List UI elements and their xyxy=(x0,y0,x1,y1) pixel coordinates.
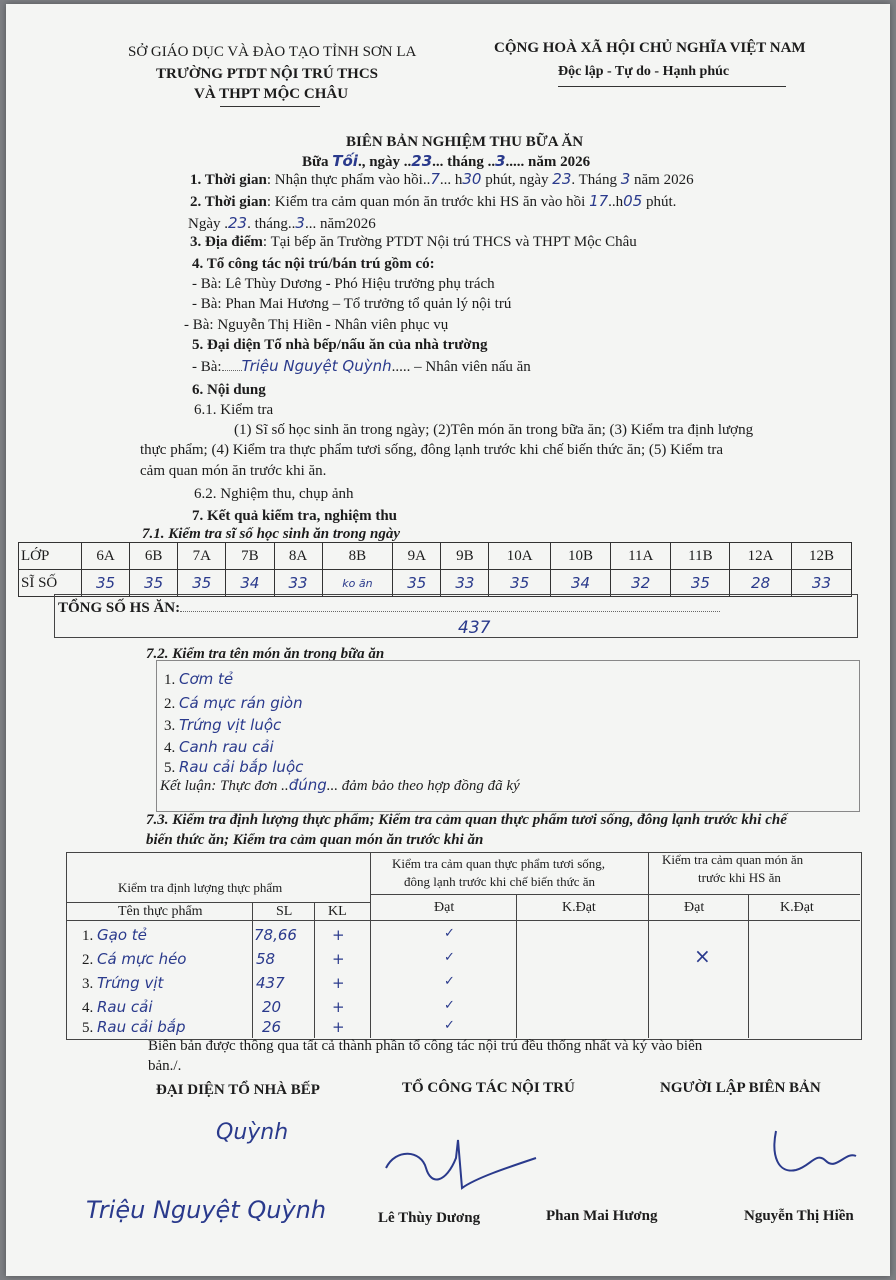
header-school: TRƯỜNG PTDT NỘI TRÚ THCS xyxy=(156,66,378,82)
class-cell: 7A xyxy=(178,543,226,570)
count-header: SĨ SỐ xyxy=(19,570,82,597)
item-6-label: 6. Nội dung xyxy=(192,382,266,398)
food-kl: + xyxy=(332,950,345,968)
food-kl: + xyxy=(332,998,345,1016)
t3-col-kl: KL xyxy=(328,904,347,919)
class-cell: 6A xyxy=(82,543,130,570)
dish-item: 1. Cơm tẻ xyxy=(164,670,234,688)
kitchen-title: ĐẠI DIỆN TỔ NHÀ BẾP xyxy=(156,1082,320,1098)
item-4-label: 4. Tổ công tác nội trú/bán trú gồm có: xyxy=(192,256,435,272)
count-cell: 34 xyxy=(226,570,274,597)
class-cell: 12A xyxy=(730,543,792,570)
food-kl: + xyxy=(332,974,345,992)
item-6-sub2: 6.2. Nghiệm thu, chụp ảnh xyxy=(194,486,354,502)
item-1: 1. Thời gian: Nhận thực phẩm vào hồi..7... h30 phút, ngày 23. Tháng 3 năm 2026 xyxy=(190,170,694,188)
count-cell: 35 xyxy=(82,570,130,597)
class-cell: 11A xyxy=(610,543,670,570)
cook-name: Triệu Nguyệt Quỳnh xyxy=(241,357,392,375)
food-row: 5. Rau cải bắp xyxy=(82,1018,186,1036)
item-7-label: 7. Kết quả kiểm tra, nghiệm thu xyxy=(192,508,398,524)
header-underline-right xyxy=(558,86,786,87)
class-cell: 12B xyxy=(791,543,851,570)
food-ok: ✓ xyxy=(444,998,455,1013)
section-7-3b: biến thức ăn; Kiểm tra cảm quan món ăn trước khi ăn xyxy=(146,832,484,848)
member-2: - Bà: Phan Mai Hương – Tổ trưởng tổ quản lý nội trú xyxy=(192,296,512,312)
count-cell: 28 xyxy=(730,570,792,597)
item-2-date: Ngày .23. tháng..3... năm2026 xyxy=(188,214,376,232)
class-cell: 9A xyxy=(393,543,441,570)
header-school-2: VÀ THPT MỘC CHÂU xyxy=(194,86,349,102)
meal-line: Bữa Tối., ngày ..23... tháng ..3..... năm 2026 xyxy=(302,152,591,170)
board-name-2: Phan Mai Hương xyxy=(546,1208,658,1224)
food-row: 2. Cá mực héo xyxy=(82,950,187,968)
kitchen-signature: Quỳnh xyxy=(216,1120,289,1145)
item-6-para3: cảm quan món ăn trước khi ăn. xyxy=(140,463,327,479)
count-cell: 34 xyxy=(551,570,611,597)
count-cell: 35 xyxy=(671,570,730,597)
food-row: 1. Gạo tẻ xyxy=(82,926,147,944)
section-7-1: 7.1. Kiểm tra sĩ số học sinh ăn trong ngày xyxy=(142,526,400,542)
food-sl: 20 xyxy=(262,998,282,1016)
t3-header-meal-2: trước khi HS ăn xyxy=(698,870,781,885)
section-7-2: 7.2. Kiểm tra tên món ăn trong bữa ăn xyxy=(146,646,385,662)
total-value: 437 xyxy=(458,618,491,638)
closing-text-2: bản./. xyxy=(148,1058,182,1074)
item-5-cook: - Bà: Triệu Nguyệt Quỳnh..... – Nhân viên nấu ăn xyxy=(192,357,531,375)
writer-signature xyxy=(766,1126,866,1182)
writer-name: Nguyễn Thị Hiền xyxy=(744,1208,854,1224)
food-row: 4. Rau cải xyxy=(82,998,153,1016)
food-kl: + xyxy=(332,926,345,944)
header-motto: Độc lập - Tự do - Hạnh phúc xyxy=(558,64,730,79)
t3-col-fresh-notok: K.Đạt xyxy=(562,900,596,915)
dish-item: 5. Rau cải bắp luộc xyxy=(164,758,304,776)
t3-header-quantity: Kiểm tra định lượng thực phẩm xyxy=(118,880,283,895)
dish-item: 2. Cá mực rán giòn xyxy=(164,694,303,712)
food-row: 3. Trứng vịt xyxy=(82,974,164,992)
board-name-1: Lê Thùy Dương xyxy=(378,1210,481,1226)
item-3: 3. Địa điểm: Tại bếp ăn Trường PTDT Nội trú THCS và THPT Mộc Châu xyxy=(190,234,637,250)
meal-value: Tối xyxy=(332,152,358,170)
class-cell: 10A xyxy=(489,543,551,570)
item-6-sub1: 6.1. Kiểm tra xyxy=(194,402,274,418)
t3-header-meal: Kiểm tra cảm quan món ăn xyxy=(662,852,804,867)
dish-item: 3. Trứng vịt luộc xyxy=(164,716,282,734)
count-cell: 32 xyxy=(610,570,670,597)
meal-month: 3 xyxy=(495,152,506,170)
member-1: - Bà: Lê Thùy Dương - Phó Hiệu trưởng phụ trách xyxy=(192,276,495,292)
count-cell: 33 xyxy=(791,570,851,597)
class-cell: 9B xyxy=(441,543,489,570)
board-signature xyxy=(376,1128,546,1200)
t3-col-food: Tên thực phẩm xyxy=(118,904,203,919)
class-cell: 8B xyxy=(322,543,393,570)
count-cell: 33 xyxy=(274,570,322,597)
food-sl: 26 xyxy=(262,1018,282,1036)
count-cell: 35 xyxy=(489,570,551,597)
food-ok: ✓ xyxy=(444,974,455,989)
t3-col-fresh-ok: Đạt xyxy=(434,900,455,915)
food-sl: 78,66 xyxy=(254,926,297,944)
count-cell: 35 xyxy=(178,570,226,597)
count-row xyxy=(19,570,852,597)
item-6-para2: thực phẩm; (4) Kiểm tra thực phẩm tươi sống, đông lạnh trước khi chế biến thức ăn; (5) Kiểm tra xyxy=(140,442,724,458)
kitchen-name: Triệu Nguyệt Quỳnh xyxy=(86,1196,327,1224)
count-cell: ko ăn xyxy=(322,570,393,597)
food-ok: ✓ xyxy=(444,926,455,941)
member-3: - Bà: Nguyễn Thị Hiền - Nhân viên phục vụ xyxy=(184,317,449,333)
count-cell: 33 xyxy=(441,570,489,597)
food-sl: 58 xyxy=(256,950,276,968)
board-title: TỔ CÔNG TÁC NỘI TRÚ xyxy=(402,1080,575,1096)
closing-text: Biên bản được thông qua tất cả thành phần tổ công tác nội trú đều thống nhất và ký vào biên xyxy=(148,1038,703,1054)
class-cell: 7B xyxy=(226,543,274,570)
item-5-label: 5. Đại diện Tổ nhà bếp/nấu ăn của nhà trường xyxy=(192,337,488,353)
section-7-3: 7.3. Kiểm tra định lượng thực phẩm; Kiểm tra cảm quan thực phẩm tươi sống, đông lạnh trước khi chế xyxy=(146,812,787,828)
header-dept: SỞ GIÁO DỤC VÀ ĐÀO TẠO TỈNH SƠN LA xyxy=(128,44,417,60)
t3-header-fresh: Kiểm tra cảm quan thực phẩm tươi sống, xyxy=(392,856,606,871)
meal-ok-mark: × xyxy=(694,944,711,968)
class-cell: 6B xyxy=(130,543,178,570)
dish-item: 4. Canh rau cải xyxy=(164,738,274,756)
t3-col-meal-notok: K.Đạt xyxy=(780,900,814,915)
total-label: TỔNG SỐ HS ĂN: xyxy=(58,600,720,617)
count-cell: 35 xyxy=(393,570,441,597)
count-cell: 35 xyxy=(130,570,178,597)
document-page xyxy=(6,4,890,1276)
page-title: BIÊN BẢN NGHIỆM THU BỮA ĂN xyxy=(346,134,584,150)
class-count-table xyxy=(18,542,852,597)
item-2: 2. Thời gian: Kiểm tra cảm quan món ăn trước khi HS ăn vào hồi 17..h05 phút. xyxy=(190,192,677,210)
class-cell: 10B xyxy=(551,543,611,570)
t3-col-sl: SL xyxy=(276,904,293,919)
food-ok: ✓ xyxy=(444,950,455,965)
meal-day: 23 xyxy=(411,152,433,170)
class-row xyxy=(19,543,852,570)
dish-conclusion: Kết luận: Thực đơn ..đúng... đảm bảo theo hợp đồng đã ký xyxy=(160,776,520,794)
t3-col-meal-ok: Đạt xyxy=(684,900,705,915)
class-cell: 11B xyxy=(671,543,730,570)
food-kl: + xyxy=(332,1018,345,1036)
food-sl: 437 xyxy=(256,974,285,992)
header-nation: CỘNG HOÀ XÃ HỘI CHỦ NGHĨA VIỆT NAM xyxy=(494,40,806,56)
writer-title: NGƯỜI LẬP BIÊN BẢN xyxy=(660,1080,821,1096)
header-underline-left xyxy=(220,106,320,107)
food-ok: ✓ xyxy=(444,1018,455,1033)
class-header: LỚP xyxy=(19,543,82,570)
class-cell: 8A xyxy=(274,543,322,570)
item-6-para: (1) Sĩ số học sinh ăn trong ngày; (2)Tên món ăn trong bữa ăn; (3) Kiểm tra định lượng xyxy=(234,422,754,438)
t3-header-fresh-2: đông lạnh trước khi chế biến thức ăn xyxy=(404,874,595,889)
